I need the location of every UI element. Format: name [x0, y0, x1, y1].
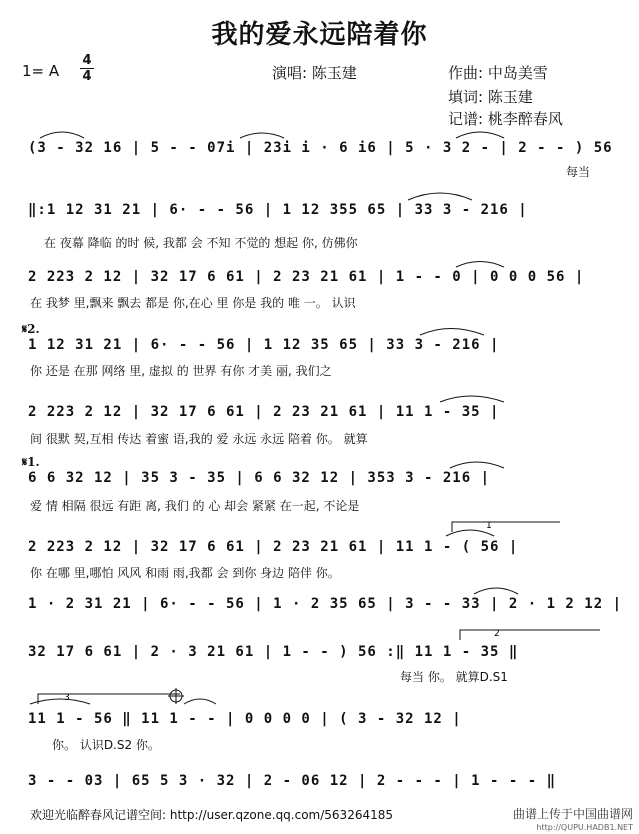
tie-arc: [30, 699, 90, 704]
time-signature-top: 4: [82, 53, 92, 68]
volta-number-1: 1: [486, 521, 492, 531]
lyric-line-1: 每当: [566, 165, 591, 179]
score-line-4: 1 12 31 21 | 6· - - 56 | 1 12 35 65 | 33 3 - 216 |: [28, 337, 500, 353]
time-signature-bottom: 4: [82, 69, 92, 84]
score-line-6: 6 6 32 12 | 35 3 - 35 | 6 6 32 12 | 353 3 - 216 |: [28, 470, 491, 486]
tie-arc: [184, 699, 216, 704]
tie-arc: [474, 588, 518, 594]
tie-arc: [240, 133, 284, 138]
volta-number-2: 2: [494, 629, 500, 639]
score-line-7: 2 223 2 12 | 32 17 6 61 | 2 23 21 61 | 11 1 - ( 56 |: [28, 539, 519, 555]
lyric-line-4: 你 还是 在那 网络 里, 虚拟 的 世界 有你 才美 丽, 我们之: [30, 364, 332, 378]
lyric-line-7: 你 在哪 里,哪怕 风风 和雨 雨,我都 会 到你 身边 陪伴 你。: [30, 566, 340, 580]
lyric-line-6: 爱 情 相隔 很远 有距 离, 我们 的 心 却会 紧紧 在一起, 不论是: [30, 499, 360, 513]
score-line-5: 2 223 2 12 | 32 17 6 61 | 2 23 21 61 | 11 1 - 35 |: [28, 404, 500, 420]
tie-arc: [456, 132, 504, 138]
lyric-line-2: 在 夜幕 降临 的时 候, 我都 会 不知 不觉的 想起 你, 仿佛你: [44, 236, 358, 250]
lyric-line-3: 在 我梦 里,飘来 飘去 都是 你,在心 里 你是 我的 唯 一。 认识: [30, 296, 356, 310]
lyricist-credit: 填词: 陈玉建: [448, 88, 533, 106]
segno-mark-2: 𝄋2.: [22, 322, 40, 336]
tie-arc: [420, 329, 484, 336]
key-signature: 1= A: [22, 62, 60, 80]
volta-bracket-2: [460, 630, 600, 640]
singer-credit: 演唱: 陈玉建: [272, 64, 357, 82]
page-title: 我的爱永远陪着你: [211, 20, 428, 50]
score-line-9: 32 17 6 61 | 2 · 3 21 61 | 1 - - ) 56 :‖ 11 1 - 35 ‖: [28, 644, 519, 660]
score-line-10: 11 1 - 56 ‖ 11 1 - - | 0 0 0 0 | ( 3 - 32 12 |: [28, 711, 462, 727]
segno-mark-1: 𝄋1.: [22, 455, 40, 469]
score-line-8: 1 · 2 31 21 | 6· - - 56 | 1 · 2 35 65 | 3 - - 33 | 2 · 1 2 12 |: [28, 596, 623, 612]
score-line-2: ‖:1 12 31 21 | 6· - - 56 | 1 12 355 65 | 33 3 - 216 |: [28, 202, 528, 218]
transcriber-credit: 记谱: 桃李醉春风: [448, 110, 563, 128]
composer-credit: 作曲: 中岛美雪: [448, 64, 548, 82]
footer-text: 欢迎光临醉春风记谱空间: http://user.qzone.qq.com/563264185: [30, 808, 394, 822]
tie-arc: [456, 262, 504, 268]
tie-arc: [450, 462, 504, 468]
lyric-line-10: 你。 认识D.S2 你。: [52, 738, 160, 752]
watermark-line-2: http://QUPU.HADB1.NET: [536, 823, 633, 832]
watermark-line-1: 曲谱上传于中国曲谱网: [512, 807, 633, 821]
score-line-11: 3 - - 03 | 65 5 3 · 32 | 2 - 06 12 | 2 - - - | 1 - - - ‖: [28, 773, 557, 789]
watermark: [513, 808, 633, 834]
tie-arc: [40, 132, 84, 138]
lyric-line-9: 每当 你。 就算D.S1: [400, 670, 508, 684]
tie-arc: [440, 396, 504, 402]
lyric-line-5: 间 很默 契,互相 传达 着蜜 语,我的 爱 永远 永远 陪着 你。 就算: [30, 432, 368, 446]
volta-number-3: 3: [64, 693, 70, 703]
score-line-1: (3 - 32 16 | 5 - - 07i | 23i i · 6 i6 | 5 · 3 2 - | 2 - - ) 56: [28, 140, 613, 156]
tie-arc: [408, 193, 472, 200]
score-line-3: 2 223 2 12 | 32 17 6 61 | 2 23 21 61 | 1 - - 0 | 0 0 0 56 |: [28, 269, 585, 285]
